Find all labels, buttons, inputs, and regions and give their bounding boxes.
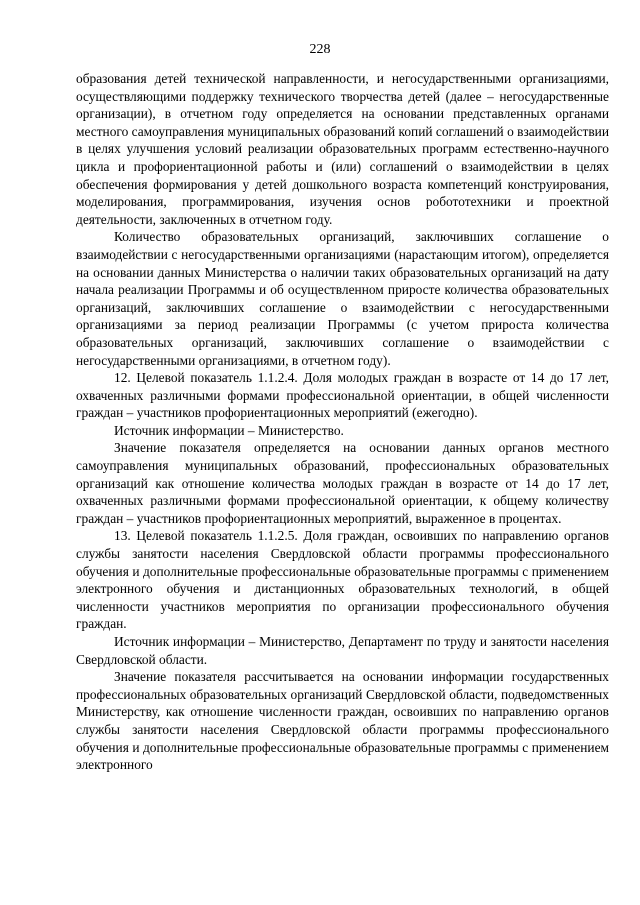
paragraph-source-13: Источник информации – Министерство, Департамент по труду и занятости населения Свердловской области. [76,634,609,667]
paragraph-value-13: Значение показателя рассчитывается на основании информации государственных профессиональных образовательных организаций Свердловской области, подведомственных Министерству, как отношение численности граждан, освоивших по направлению органов службы занятости населения Свердловской области программы профессионального обучения и дополнительные профессиональные образовательные программы с применением электронного [76,669,609,773]
page-number: 228 [309,42,331,57]
paragraph-indicator-13: 13. Целевой показатель 1.1.2.5. Доля граждан, освоивших по направлению органов службы занятости населения Свердловской области программы профессионального обучения и дополнительные профессиональные образовательные программы с применением электронного обучения и дистанционных образовательных технологий, в общей численности участников мероприятия по организации профессионального обучения граждан. [76,528,609,632]
document-body [76,70,609,774]
paragraph-continuation: образования детей технической направленности, и негосударственными организациями, осуществляющими поддержку технического творчества детей (далее – негосударственные организации), в отчетном году определяется на основании представленных органами местного самоуправления муниципальных образований копий соглашений о взаимодействии в целях улучшения условий реализации образовательных программ естественно-научного цикла и профориентационной работы и (или) соглашений о взаимодействии в целях обеспечения формирования у детей дошкольного возраста компетенций конструирования, моделирования, программирования, изучения основ робототехники и проектной деятельности, заключенных в отчетном году. [76,71,609,227]
paragraph-count-definition: Количество образовательных организаций, заключивших соглашение о взаимодействии с негосударственными организациями (нарастающим итогом), определяется на основании данных Министерства о наличии таких образовательных организаций на дату начала реализации Программы и об осуществленном приросте количества образовательных организаций, заключивших соглашение о взаимодействии с негосударственными организациями за период реализации Программы (с учетом прироста количества образовательных организаций, заключивших соглашение о взаимодействии с негосударственными организациями, в отчетном году). [76,229,609,368]
paragraph-source-12: Источник информации – Министерство. [114,422,344,438]
paragraph-indicator-12: 12. Целевой показатель 1.1.2.4. Доля молодых граждан в возрасте от 14 до 17 лет, охваченных различными формами профессиональной ориентации, в общей численности граждан – участников профориентационных мероприятий (ежегодно). [76,370,609,421]
paragraph-value-12: Значение показателя определяется на основании данных органов местного самоуправления муниципальных образований, профессиональных образовательных организаций как отношение количества молодых граждан в возрасте от 14 до 17 лет, охваченных различными формами профессиональной ориентации, к общему количеству граждан – участников профориентационных мероприятий, выраженное в процентах. [76,440,609,526]
